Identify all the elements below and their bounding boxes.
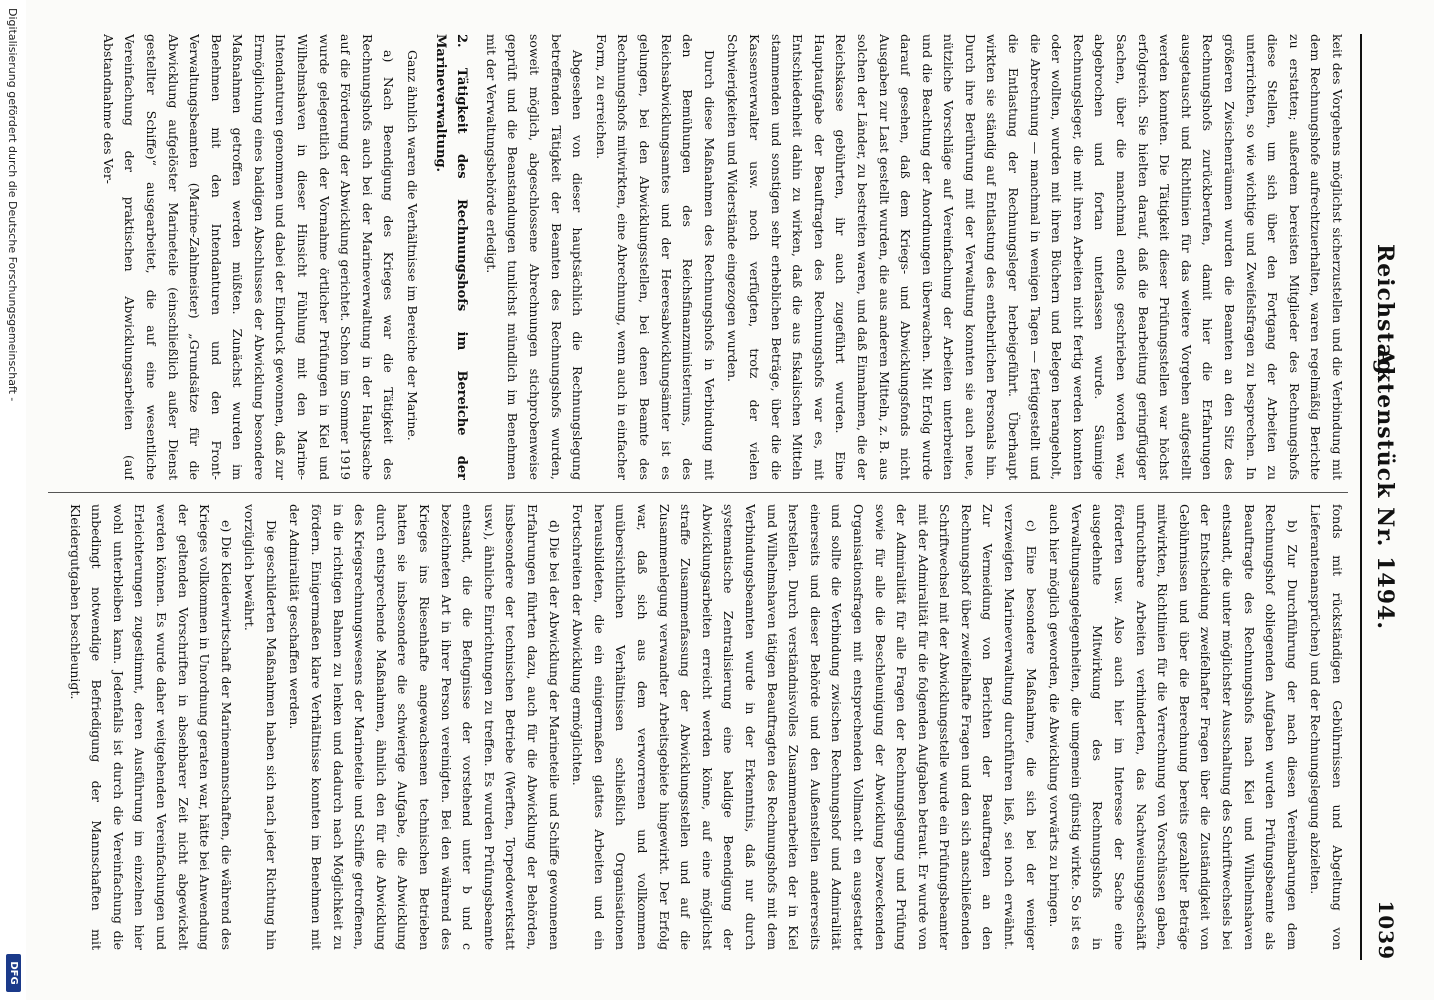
header-left-title: Reichstag. [1372,244,1398,384]
page-header [1360,34,1404,960]
paragraph: a) Nach Beendigung des Krieges war die Tätigkeit des Rechnungshofs auch bei der Marineverwaltung in der Hauptsache auf die Förderung der Abwicklung gerichtet. Schon im Sommer 1919 wurde gelegentlich der Vornahme örtlicher Prüfungen in Kiel und Wilhelmshaven in dieser Hinsicht Fühlung mit den Marine-Intendanturen genommen und dabei der Eindruck gewonnen, daß zur Ermöglichung eines baldigen Abschlusses der Abwicklung besondere Maßnahmen getroffen werden müßten. Zunächst wurden im Benehmen mit den Intendanturen und den Front-Verwaltungsbeamten (Marine-Zahlmeister) „Grundsätze für die Abwicklung aufgelöster Marineteile (einschließlich außer Dienst gestellter Schiffe)“ ausgearbeitet, die auf eine wesentliche Vereinfachung der praktischen Abwicklungsarbeiten (auf Abstandnahme des Ver- [100,34,397,480]
paragraph: b) Zur Durchführung der nach diesen Vereinbarungen dem Rechnungshof obliegenden Aufgaben wurden Prüfungsbeamte als Beauftragte des Rechnungshofs nach Kiel und Wilhelmshaven entsandt, die unter möglichster Ausschaltung des Schriftwechsels bei der Entscheidung zweifelhafter Fragen über die Zuständigkeit von Gebührnissen und über die Berechnung bereits gezahlter Beträge mitwirkten, Richtlinien für die Verrechnung von Vorschüssen gaben, unfruchtbare Arbeiten verhinderten, das Nachweisungsgeschäft förderten usw. Also auch hier im Interesse der Sache eine ausgedehnte Mitwirkung des Rechnungshofs in Verwaltungsangelegenheiten, die umgemein günstig wirkte. So ist es auch hier möglich geworden, die Abwicklung vorwärts zu bringen. [1047,504,1300,950]
paragraph: e) Die Kleiderwirtschaft der Marinemannschaften, die während des Krieges vollkommen in Unordnung geraten war, hätte bei Anwendung der geltenden Vorschriften in absehbarer Zeit nicht abgewickelt werden können. Es wurde daher weitgehenden Vereinfachungen und Erleichterungen zugestimmt, deren Ausführung im einzelnen hier wohl unterbleiben kann. Jedenfalls ist durch die Vereinfachung die unbedingt notwendige Befriedigung der Mannschaften mit Kleidergutgaben beschleunigt. [67,504,234,950]
header-document-number: Aktenstück Nr. 1494. [1372,348,1398,630]
digitization-footer [0,0,26,1000]
paragraph: keit des Vorgehens möglichst sicherzustellen und die Verbindung mit dem Rechnungshofe aufrechtzuerhalten, waren regelmäßig Berichte zu erstatten; außerdem bereisten Mitglieder des Rechnungshofs diese Stellen, um sich über den Fortgang der Arbeiten zu unterrichten, so wie wichtige und Zweifelsfragen zu besprechen. In größeren Zwischenräumen wurden die Beamten an den Sitz des Rechnungshofs zurückberufen, damit hier die Erfahrungen ausgetauscht und Richtlinien für das weitere Vorgehen aufgestellt werden konnten. Die Tätigkeit dieser Prüfungsstellen war höchst erfolgreich. Sie hielten darauf, daß die Bearbeitung geringfügiger Sachen, über die manchmal endlos geschrieben worden war, abgebrochen und fortan unterlassen wurde. Säumige Rechnungsleger, die mit ihren Arbeiten nicht fertig werden konnten oder wollten, wurden mit ihren Büchern und Belegen herangeholt, die Abrechnung — manchmal in wenigen Tagen — fertiggestellt und die Entlastung der Rechnungsleger herbeigeführt. Überhaupt wirkten sie ständig auf Entlastung des entbehrlichen Personals hin. Durch ihre Berührung mit der Verwaltung konnten sie auch neue, nützliche Vorschläge auf Vereinfachung der Arbeiten unterbreiten und die Beachtung der Anordnungen überwachen. Mit Erfolg wurde darauf gesehen, daß dem Kriegs- und Abwicklungsfonds nicht Ausgaben zur Last gestellt wurden, die aus anderen Mitteln, z. B. aus solchen der Länder, zu bestreiten waren, und daß Einnahmen, die der Reichskasse gebührten, ihr auch zugeführt wurden. Eine Hauptaufgabe der Beauftragten des Rechnungshofs war es, mit Entschiedenheit dahin zu wirken, daß die aus fiskalischen Mitteln stammenden und sonstigen sehr erheblichen Beträge, über die die Kassenverwalter usw. noch verfügten, trotz der vielen Schwierigkeiten und Widerstände eingezogen wurden. [725,34,1345,480]
paragraph: Abgesehen von dieser hauptsächlich die Rechnungslegung betreffenden Tätigkeit der Beamten des Rechnungshofs wurden, soweit möglich, abgeschlossene Abrechnungen stichprobenweise geprüft und die Beanstandungen tunlichst mündlich im Benehmen mit der Verwaltungsbehörde erledigt. [483,34,586,480]
section-title: 2. Tätigkeit des Rechnungshofs im Bereiche der Marineverwaltung. [432,34,470,480]
dfg-logo: DFG [6,954,21,992]
paragraph: d) Die bei der Abwicklung der Marineteile und Schiffe gewonnenen Erfahrungen führten dazu, auch für die Abwicklung der Behörden, insbesondere der technischen Betriebe (Werften, Torpedowerkstatt usw.), ähnliche Einrichtungen zu treffen. Es wurden Prüfungsbeamte entsandt, die die Befugnisse der vorstehend unter b und c bezeichneten Art in ihrer Person vereinigten. Bei den während des Krieges ins Riesenhafte angewachsenen technischen Betrieben hatten sie insbesondere die schwierige Aufgabe, die Abwicklung durch entsprechende Maßnahmen, ähnlich den für die Abwicklung des Kriegsrechnungswesens der Marineteile und Schiffe getroffenen, in die richtigen Bahnen zu lenken und dadurch nach Möglichkeit zu fördern. Einigermaßen klare Verhältnisse konnten im Benehmen mit der Admiralität geschaffen werden. [287,504,562,950]
column-divider [48,492,1348,493]
paragraph: Ganz ähnlich waren die Verhältnisse im Bereiche der Marine. [405,50,421,441]
page-number: 1039 [1374,900,1398,960]
paragraph: c) Eine besondere Maßnahme, die sich bei der weniger verzweigten Marineverwaltung durchführen ließ, sei noch erwähnt. Zur Vermeidung von Berichten der Beauftragten an den Rechnungshof über zweifelhafte Fragen und den sich anschließenden Schriftwechsel mit der Abwicklungsstelle wurde ein Prüfungsbeamter mit der Admiralität für die folgenden Aufgaben betraut. Er wurde von der Admiralität für alle Fragen der Rechnungslegung und Prüfung sowie für alle die Beschleunigung der Abwicklung bezweckenden Organisationsfragen mit entsprechenden Vollmacht en ausgestattet und sollte die Verbindung zwischen Rechnungshof und Admiralität einerseits und dieser Behörde und den Außenstellen andererseits herstellen. Durch verständnisvolles Zusammenarbeiten der in Kiel und Wilhelmshaven tätigen Beauftragten des Rechnungshofs mit dem Verbindungsbeamten wurde in der Erkenntnis, daß nur durch systematische Zentralisierung eine baldige Beendigung der Abwicklungsarbeiten erreicht werden könne, auf eine möglichst straffe Zusammenfassung der Abwicklungsstellen und auf die Zusammenlegung verwandter Arbeitsgebiete hingewirkt. Der Erfolg war, daß sich aus dem verworrenen und vollkommen unübersichtlichen Verhältnissen schließlich Organisationen herausbildeten, die ein einigermaßen glattes Arbeiten und ein Fortschreiten der Abwicklung ermöglichten. [570,504,1039,950]
paragraph: fonds mit rückständigen Gebührnissen und Abgeltung von Lieferantenansprüchen) und der Rechnungslegung abzielten. [1308,504,1345,950]
paragraph: Durch diese Maßnahmen des Rechnungshofs in Verbindung mit den Bemühungen des Reichsfinanzministeriums, des Reichsabwicklungsamtes und der Heeresabwicklungsämter ist es gelungen, bei den Abwicklungsstellen, bei denen Beamte des Rechnungshofs mitwirkten, eine Abrechnung, wenn auch in einfacher Form, zu erreichen. [593,34,717,480]
paragraph: Die geschilderten Maßnahmen haben sich nach jeder Richtung hin vorzüglich bewährt. [242,504,279,950]
footer-text: Digitalisierung gefördert durch die Deutsche Forschungsgemeinschaft - [6,8,19,402]
left-column [48,34,1348,480]
right-column [48,504,1348,950]
